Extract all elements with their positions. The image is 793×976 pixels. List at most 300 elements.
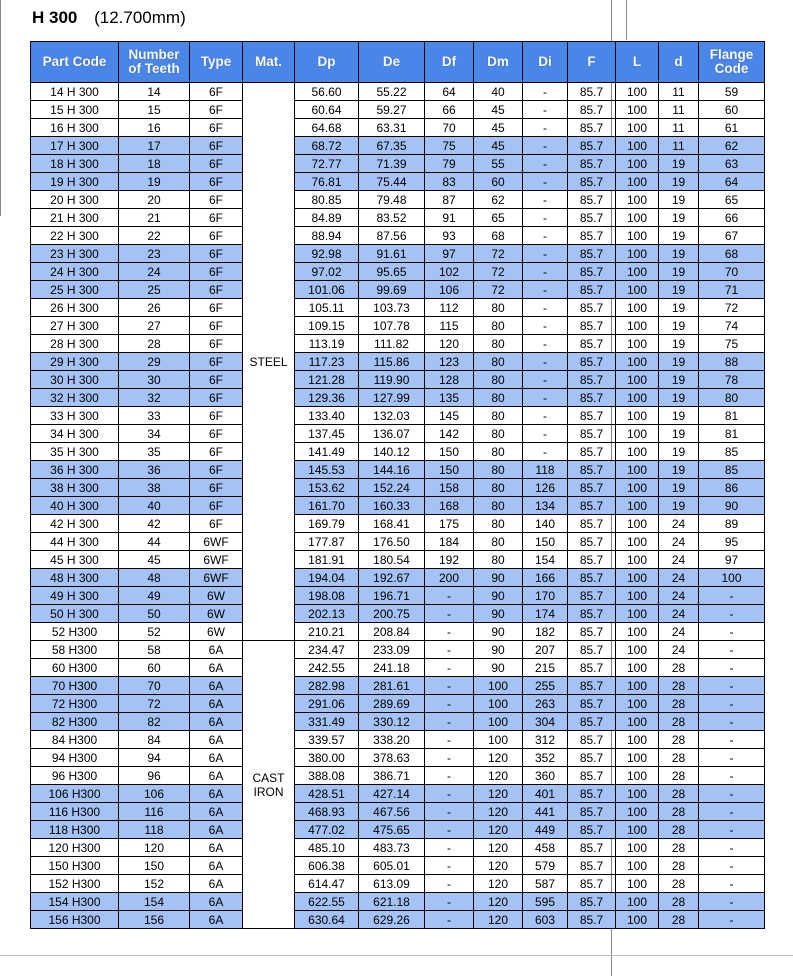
cell-part-code: 34 H 300 (31, 425, 119, 443)
cell-d: 19 (659, 443, 699, 461)
cell-flange-code: 68 (699, 245, 765, 263)
cell-f: 85.7 (568, 443, 616, 461)
cell-de: 289.69 (359, 695, 425, 713)
cell-dp: 210.21 (295, 623, 359, 641)
cell-di: 449 (523, 821, 568, 839)
cell-d: 19 (659, 155, 699, 173)
cell-dp: 88.94 (295, 227, 359, 245)
cell-df: - (425, 821, 474, 839)
cell-flange-code: - (699, 749, 765, 767)
cell-l: 100 (616, 119, 659, 137)
table-row (31, 209, 765, 227)
cell-number-of-teeth: 44 (119, 533, 190, 551)
cell-d: 11 (659, 119, 699, 137)
cell-part-code: 23 H 300 (31, 245, 119, 263)
cell-type: 6W (190, 605, 243, 623)
cell-de: 79.48 (359, 191, 425, 209)
cell-l: 100 (616, 551, 659, 569)
cell-di: 352 (523, 749, 568, 767)
cell-f: 85.7 (568, 425, 616, 443)
cell-de: 378.63 (359, 749, 425, 767)
cell-dm: 120 (474, 821, 523, 839)
table-row (31, 101, 765, 119)
table-row (31, 191, 765, 209)
cell-df: - (425, 749, 474, 767)
cell-de: 63.31 (359, 119, 425, 137)
cell-flange-code: 72 (699, 299, 765, 317)
cell-flange-code: 74 (699, 317, 765, 335)
cell-di: 150 (523, 533, 568, 551)
cell-de: 330.12 (359, 713, 425, 731)
table-row (31, 281, 765, 299)
cell-l: 100 (616, 767, 659, 785)
cell-de: 176.50 (359, 533, 425, 551)
cell-dm: 80 (474, 389, 523, 407)
cell-flange-code: 95 (699, 533, 765, 551)
cell-de: 208.84 (359, 623, 425, 641)
cell-type: 6A (190, 785, 243, 803)
cell-f: 85.7 (568, 515, 616, 533)
cell-f: 85.7 (568, 677, 616, 695)
cell-df: - (425, 659, 474, 677)
cell-f: 85.7 (568, 371, 616, 389)
cell-part-code: 22 H 300 (31, 227, 119, 245)
cell-l: 100 (616, 461, 659, 479)
table-row (31, 785, 765, 803)
cell-part-code: 16 H 300 (31, 119, 119, 137)
cell-de: 475.65 (359, 821, 425, 839)
cell-type: 6WF (190, 569, 243, 587)
cell-d: 11 (659, 101, 699, 119)
cell-df: 184 (425, 533, 474, 551)
cell-di: 154 (523, 551, 568, 569)
cell-l: 100 (616, 587, 659, 605)
cell-number-of-teeth: 23 (119, 245, 190, 263)
cell-dp: 84.89 (295, 209, 359, 227)
cell-df: - (425, 839, 474, 857)
cell-di: 360 (523, 767, 568, 785)
cell-dp: 428.51 (295, 785, 359, 803)
table-row (31, 551, 765, 569)
cell-flange-code: - (699, 713, 765, 731)
header-l: L (616, 42, 659, 83)
cell-dp: 76.81 (295, 173, 359, 191)
cell-flange-code: 61 (699, 119, 765, 137)
header-df: Df (425, 42, 474, 83)
cell-flange-code: 71 (699, 281, 765, 299)
cell-df: 123 (425, 353, 474, 371)
cell-dp: 113.19 (295, 335, 359, 353)
header-mat: Mat. (243, 42, 295, 83)
cell-number-of-teeth: 34 (119, 425, 190, 443)
cell-part-code: 150 H300 (31, 857, 119, 875)
cell-di: 174 (523, 605, 568, 623)
cell-part-code: 118 H300 (31, 821, 119, 839)
cell-dp: 129.36 (295, 389, 359, 407)
cell-di: 182 (523, 623, 568, 641)
cell-d: 24 (659, 623, 699, 641)
cell-f: 85.7 (568, 317, 616, 335)
cell-dm: 72 (474, 281, 523, 299)
cell-flange-code: 63 (699, 155, 765, 173)
table-row (31, 641, 765, 659)
cell-dm: 80 (474, 479, 523, 497)
cell-part-code: 26 H 300 (31, 299, 119, 317)
cell-d: 19 (659, 191, 699, 209)
cell-number-of-teeth: 152 (119, 875, 190, 893)
cell-d: 19 (659, 461, 699, 479)
cell-df: 106 (425, 281, 474, 299)
cell-number-of-teeth: 52 (119, 623, 190, 641)
cell-f: 85.7 (568, 353, 616, 371)
table-row (31, 803, 765, 821)
cell-df: - (425, 641, 474, 659)
cell-part-code: 152 H300 (31, 875, 119, 893)
cell-de: 107.78 (359, 317, 425, 335)
cell-de: 196.71 (359, 587, 425, 605)
cell-dm: 120 (474, 749, 523, 767)
cell-dp: 109.15 (295, 317, 359, 335)
cell-d: 24 (659, 587, 699, 605)
cell-df: - (425, 785, 474, 803)
cell-d: 28 (659, 695, 699, 713)
cell-dm: 90 (474, 587, 523, 605)
cell-l: 100 (616, 245, 659, 263)
cell-dm: 120 (474, 785, 523, 803)
table-row (31, 767, 765, 785)
cell-number-of-teeth: 50 (119, 605, 190, 623)
cell-df: 158 (425, 479, 474, 497)
cell-f: 85.7 (568, 641, 616, 659)
cell-dm: 80 (474, 317, 523, 335)
cell-dm: 55 (474, 155, 523, 173)
cell-de: 233.09 (359, 641, 425, 659)
table-row (31, 497, 765, 515)
table-row (31, 569, 765, 587)
cell-d: 28 (659, 821, 699, 839)
cell-part-code: 84 H300 (31, 731, 119, 749)
cell-l: 100 (616, 407, 659, 425)
cell-di: 441 (523, 803, 568, 821)
cell-number-of-teeth: 19 (119, 173, 190, 191)
cell-flange-code: 100 (699, 569, 765, 587)
cell-number-of-teeth: 72 (119, 695, 190, 713)
cell-part-code: 38 H 300 (31, 479, 119, 497)
cell-flange-code: - (699, 875, 765, 893)
cell-dp: 60.64 (295, 101, 359, 119)
cell-dm: 120 (474, 893, 523, 911)
cell-dm: 45 (474, 119, 523, 137)
cell-dp: 198.08 (295, 587, 359, 605)
cell-type: 6F (190, 461, 243, 479)
cell-type: 6F (190, 227, 243, 245)
cell-de: 467.56 (359, 803, 425, 821)
cell-di: - (523, 389, 568, 407)
cell-d: 19 (659, 281, 699, 299)
cell-di: - (523, 119, 568, 137)
cell-dm: 90 (474, 659, 523, 677)
cell-part-code: 30 H 300 (31, 371, 119, 389)
cell-number-of-teeth: 27 (119, 317, 190, 335)
cell-flange-code: - (699, 623, 765, 641)
cell-dp: 291.06 (295, 695, 359, 713)
cell-df: - (425, 767, 474, 785)
cell-type: 6WF (190, 533, 243, 551)
cell-type: 6A (190, 731, 243, 749)
cell-d: 19 (659, 389, 699, 407)
cell-de: 241.18 (359, 659, 425, 677)
cell-di: - (523, 335, 568, 353)
cell-d: 28 (659, 731, 699, 749)
cell-dm: 40 (474, 83, 523, 101)
cell-l: 100 (616, 623, 659, 641)
cell-dp: 477.02 (295, 821, 359, 839)
cell-l: 100 (616, 785, 659, 803)
table-row (31, 515, 765, 533)
cell-number-of-teeth: 32 (119, 389, 190, 407)
cell-flange-code: - (699, 677, 765, 695)
cell-f: 85.7 (568, 155, 616, 173)
cell-number-of-teeth: 106 (119, 785, 190, 803)
cell-f: 85.7 (568, 713, 616, 731)
cell-type: 6F (190, 443, 243, 461)
cell-type: 6F (190, 335, 243, 353)
cell-dp: 468.93 (295, 803, 359, 821)
cell-df: 150 (425, 461, 474, 479)
cell-part-code: 52 H300 (31, 623, 119, 641)
cell-de: 55.22 (359, 83, 425, 101)
cell-l: 100 (616, 137, 659, 155)
cell-di: 263 (523, 695, 568, 713)
cell-dm: 90 (474, 641, 523, 659)
cell-de: 200.75 (359, 605, 425, 623)
table-row (31, 245, 765, 263)
cell-di: - (523, 299, 568, 317)
header-number-of-teeth: Number of Teeth (119, 42, 190, 83)
cell-dm: 120 (474, 803, 523, 821)
cell-dp: 331.49 (295, 713, 359, 731)
cell-de: 127.99 (359, 389, 425, 407)
cell-df: 150 (425, 443, 474, 461)
cell-dm: 45 (474, 137, 523, 155)
table-row (31, 479, 765, 497)
cell-d: 24 (659, 641, 699, 659)
cell-df: 87 (425, 191, 474, 209)
cell-type: 6F (190, 155, 243, 173)
cell-part-code: 82 H300 (31, 713, 119, 731)
cell-f: 85.7 (568, 263, 616, 281)
cell-dm: 68 (474, 227, 523, 245)
cell-l: 100 (616, 281, 659, 299)
cell-dm: 80 (474, 371, 523, 389)
cell-di: 140 (523, 515, 568, 533)
cell-de: 160.33 (359, 497, 425, 515)
cell-d: 11 (659, 83, 699, 101)
cell-type: 6A (190, 893, 243, 911)
table-row (31, 893, 765, 911)
cell-part-code: 17 H 300 (31, 137, 119, 155)
cell-di: - (523, 83, 568, 101)
cell-number-of-teeth: 17 (119, 137, 190, 155)
cell-material-cast-iron: CAST IRON (243, 641, 295, 929)
cell-type: 6F (190, 299, 243, 317)
cell-d: 19 (659, 227, 699, 245)
cell-number-of-teeth: 96 (119, 767, 190, 785)
cell-number-of-teeth: 21 (119, 209, 190, 227)
cell-flange-code: 85 (699, 443, 765, 461)
cell-part-code: 35 H 300 (31, 443, 119, 461)
cell-flange-code: - (699, 893, 765, 911)
cell-dp: 339.57 (295, 731, 359, 749)
pitch-value: (12.700mm) (94, 8, 186, 27)
cell-part-code: 44 H 300 (31, 533, 119, 551)
cell-d: 24 (659, 605, 699, 623)
cell-type: 6A (190, 767, 243, 785)
cell-l: 100 (616, 839, 659, 857)
cell-part-code: 96 H300 (31, 767, 119, 785)
cell-type: 6F (190, 497, 243, 515)
cell-l: 100 (616, 83, 659, 101)
cell-dp: 141.49 (295, 443, 359, 461)
cell-df: 112 (425, 299, 474, 317)
cell-flange-code: 78 (699, 371, 765, 389)
cell-d: 19 (659, 245, 699, 263)
cell-flange-code: 90 (699, 497, 765, 515)
cell-dp: 202.13 (295, 605, 359, 623)
cell-di: 170 (523, 587, 568, 605)
cell-number-of-teeth: 36 (119, 461, 190, 479)
cell-type: 6F (190, 353, 243, 371)
cell-d: 19 (659, 173, 699, 191)
cell-f: 85.7 (568, 587, 616, 605)
table-row (31, 173, 765, 191)
cell-df: 115 (425, 317, 474, 335)
cell-di: 595 (523, 893, 568, 911)
cell-f: 85.7 (568, 497, 616, 515)
cell-df: 192 (425, 551, 474, 569)
cell-l: 100 (616, 425, 659, 443)
cell-di: - (523, 137, 568, 155)
cell-di: 207 (523, 641, 568, 659)
cell-number-of-teeth: 156 (119, 911, 190, 929)
cell-part-code: 49 H 300 (31, 587, 119, 605)
cell-de: 168.41 (359, 515, 425, 533)
cell-d: 28 (659, 857, 699, 875)
table-row (31, 839, 765, 857)
cell-number-of-teeth: 84 (119, 731, 190, 749)
cell-dp: 68.72 (295, 137, 359, 155)
cell-dm: 80 (474, 461, 523, 479)
table-row (31, 119, 765, 137)
table-row (31, 155, 765, 173)
cell-flange-code: - (699, 695, 765, 713)
cell-dm: 72 (474, 245, 523, 263)
cell-type: 6A (190, 713, 243, 731)
table-row (31, 461, 765, 479)
cell-d: 28 (659, 911, 699, 929)
cell-f: 85.7 (568, 623, 616, 641)
cell-type: 6F (190, 101, 243, 119)
cell-dm: 100 (474, 695, 523, 713)
cell-number-of-teeth: 120 (119, 839, 190, 857)
table-row (31, 227, 765, 245)
cell-df: - (425, 605, 474, 623)
cell-dp: 194.04 (295, 569, 359, 587)
cell-df: 135 (425, 389, 474, 407)
cell-di: - (523, 101, 568, 119)
cell-number-of-teeth: 18 (119, 155, 190, 173)
cell-de: 59.27 (359, 101, 425, 119)
page-title (32, 8, 186, 28)
table-row (31, 353, 765, 371)
cell-flange-code: 67 (699, 227, 765, 245)
cell-df: - (425, 587, 474, 605)
table-row (31, 335, 765, 353)
cell-number-of-teeth: 25 (119, 281, 190, 299)
cell-de: 152.24 (359, 479, 425, 497)
cell-flange-code: 62 (699, 137, 765, 155)
cell-f: 85.7 (568, 803, 616, 821)
cell-df: - (425, 875, 474, 893)
cell-d: 28 (659, 893, 699, 911)
page-frame-line-left (0, 0, 1, 216)
cell-number-of-teeth: 35 (119, 443, 190, 461)
cell-type: 6WF (190, 551, 243, 569)
cell-df: 70 (425, 119, 474, 137)
cell-dp: 234.47 (295, 641, 359, 659)
cell-de: 180.54 (359, 551, 425, 569)
cell-type: 6F (190, 263, 243, 281)
cell-df: 175 (425, 515, 474, 533)
cell-number-of-teeth: 45 (119, 551, 190, 569)
cell-number-of-teeth: 150 (119, 857, 190, 875)
cell-dp: 282.98 (295, 677, 359, 695)
cell-dm: 100 (474, 731, 523, 749)
cell-l: 100 (616, 911, 659, 929)
cell-de: 83.52 (359, 209, 425, 227)
cell-l: 100 (616, 533, 659, 551)
cell-dm: 80 (474, 551, 523, 569)
cell-type: 6W (190, 623, 243, 641)
cell-flange-code: - (699, 839, 765, 857)
cell-di: - (523, 245, 568, 263)
header-dm: Dm (474, 42, 523, 83)
cell-df: - (425, 803, 474, 821)
cell-de: 621.18 (359, 893, 425, 911)
cell-df: 102 (425, 263, 474, 281)
cell-f: 85.7 (568, 209, 616, 227)
cell-l: 100 (616, 335, 659, 353)
cell-d: 24 (659, 551, 699, 569)
cell-type: 6F (190, 407, 243, 425)
cell-d: 19 (659, 497, 699, 515)
table-header-row (31, 42, 765, 83)
cell-d: 24 (659, 515, 699, 533)
table-row (31, 623, 765, 641)
table-row (31, 587, 765, 605)
cell-part-code: 70 H300 (31, 677, 119, 695)
cell-de: 103.73 (359, 299, 425, 317)
cell-type: 6A (190, 659, 243, 677)
cell-number-of-teeth: 14 (119, 83, 190, 101)
cell-de: 281.61 (359, 677, 425, 695)
cell-d: 28 (659, 767, 699, 785)
cell-de: 75.44 (359, 173, 425, 191)
sprocket-spec-table (30, 41, 765, 929)
cell-df: - (425, 623, 474, 641)
table-body (31, 83, 765, 929)
cell-df: - (425, 893, 474, 911)
